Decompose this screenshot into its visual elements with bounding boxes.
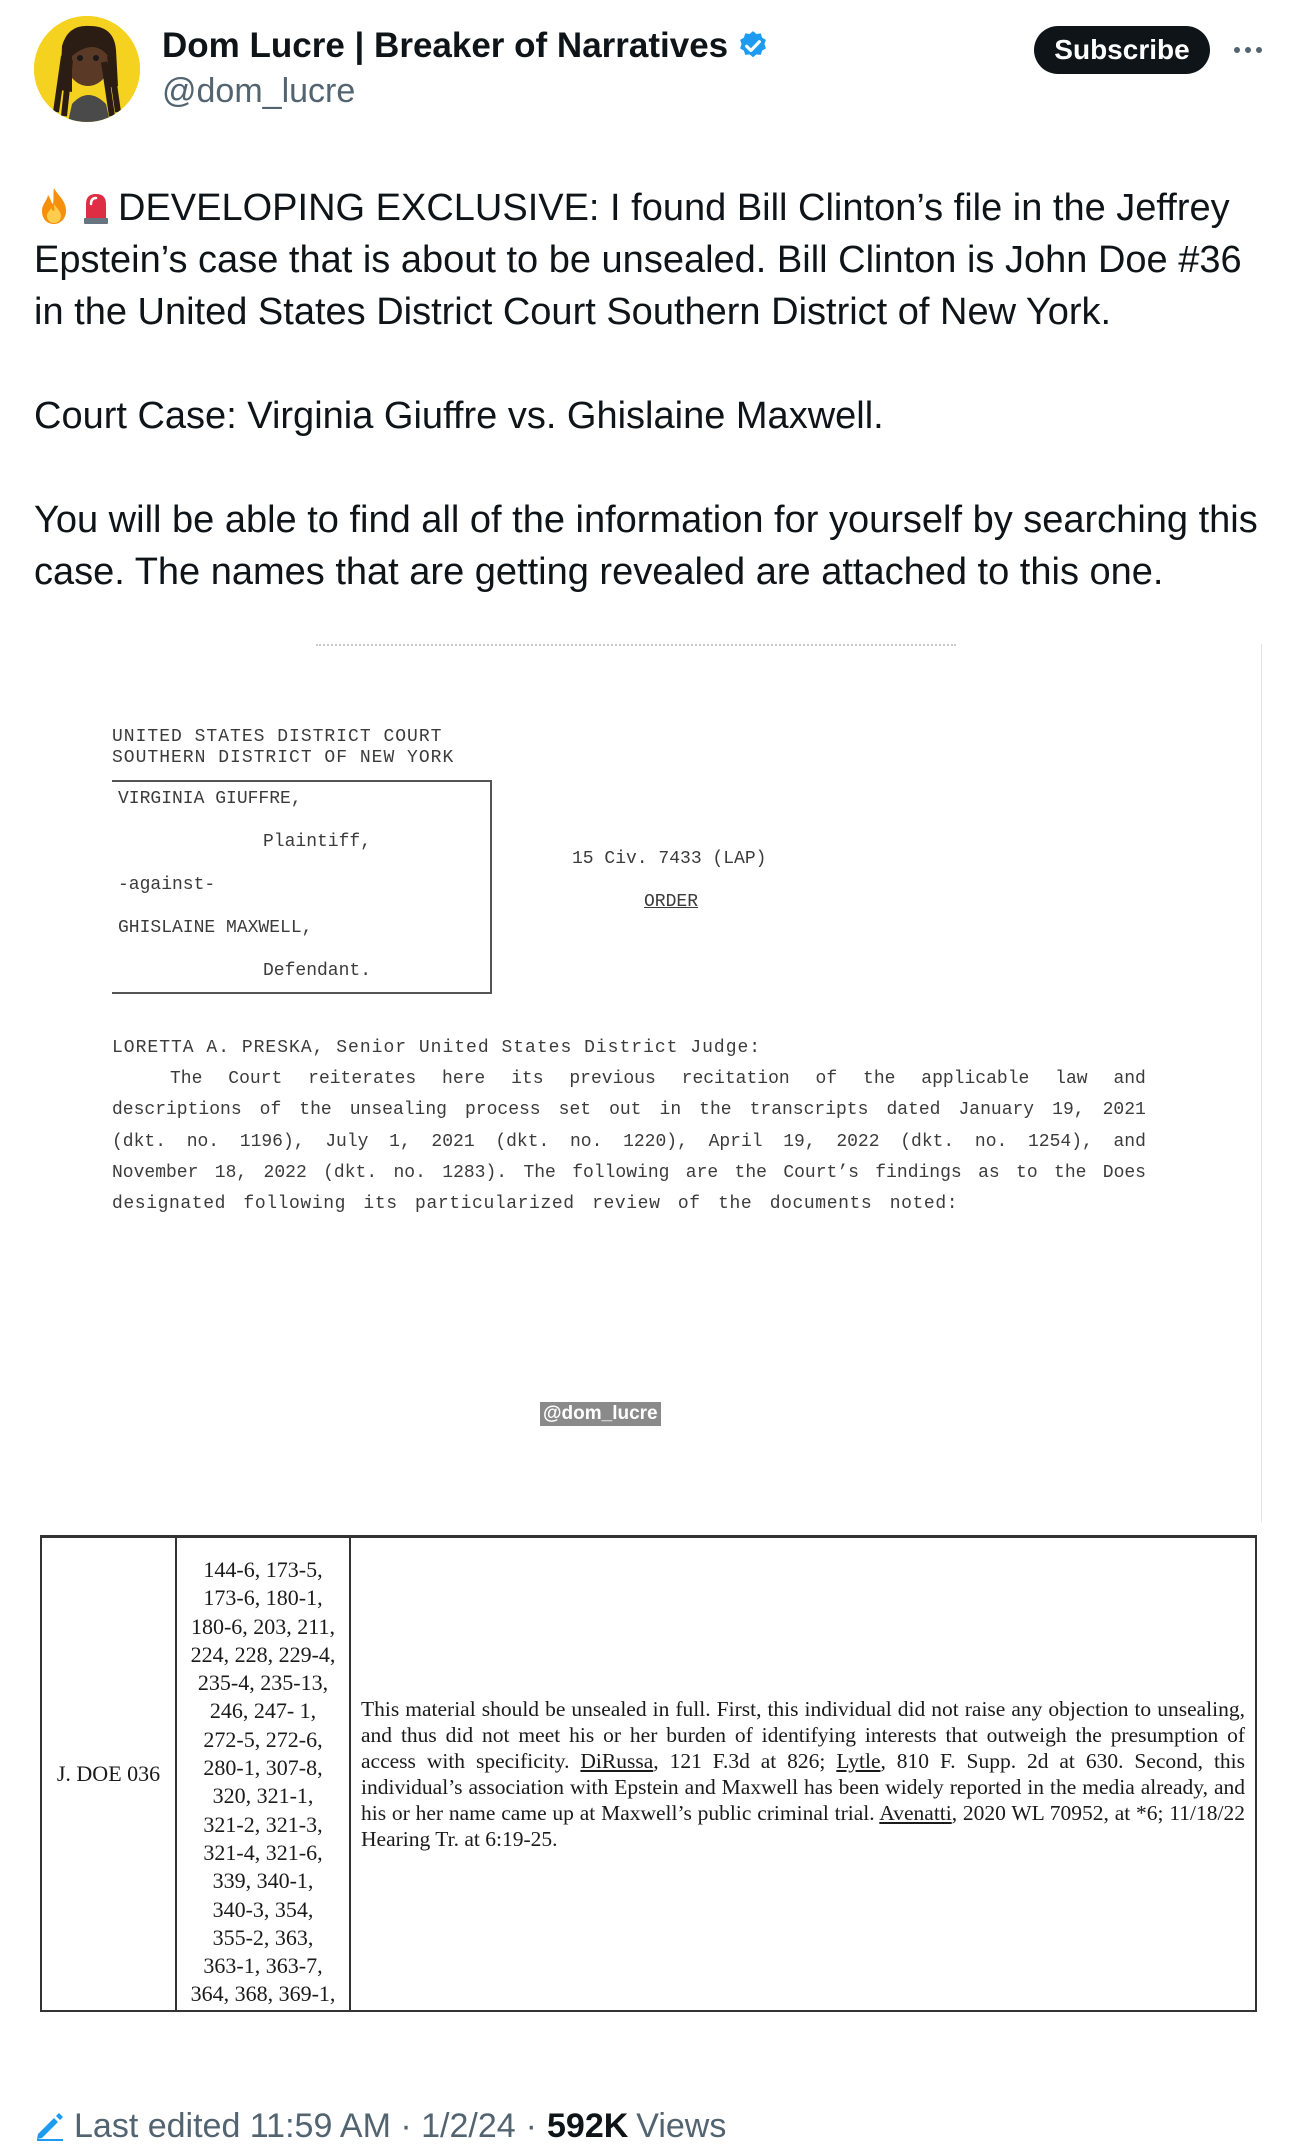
docket-line: 321-4, 321-6, [203,1839,323,1865]
doe-label-cell [42,1538,177,2010]
tweet-paragraph-1: DEVELOPING EXCLUSIVE: I found Bill Clinton’s file in the Jeffrey Epstein’s case that is about to be unsealed. Bill Clinton is John Doe #36 in the United States District Court Southern District of New York. [34,187,1242,333]
judge-line: LORETTA A. PRESKA, Senior United States District Judge: [112,1038,762,1058]
docket-line: 235-4, 235-13, [197,1670,329,1696]
docket-line: 320, 321-1, [212,1783,314,1809]
defendant-name: GHISLAINE MAXWELL, [118,918,313,938]
docket-line: 144-6, 173-5, [203,1557,323,1582]
court-order-image[interactable] [36,644,1262,1522]
docket-line: 224, 228, 229-4, [190,1641,336,1667]
tweet-footer [34,2104,726,2145]
docket-line: 339, 340-1, [212,1868,314,1894]
plaintiff-name: VIRGINIA GIUFFRE, [118,789,302,809]
defendant-label: Defendant. [263,961,372,981]
ruling-cell [351,1538,1255,2010]
plaintiff-label: Plaintiff, [263,832,372,852]
docket-line: 340-3, 354, [212,1896,314,1922]
author-name-row[interactable] [162,26,770,66]
order-body-line: (dkt. no. 1196), July 1, 2021 (dkt. no. 1220), April 19, 2022 (dkt. no. 1254), and [112,1132,1146,1152]
last-edited-link[interactable]: Last edited 11:59 AM · 1/2/24 [74,2106,516,2145]
author-name[interactable]: Dom Lucre | Breaker of Narratives [162,26,729,65]
profile-avatar [34,16,140,122]
court-name-line2: SOUTHERN DISTRICT OF NEW YORK [112,748,455,768]
order-title: ORDER [644,892,699,912]
against-label: -against- [118,875,216,895]
watermark: @dom_lucre [540,1402,661,1426]
court-name-line1: UNITED STATES DISTRICT COURT [112,727,443,747]
pencil-edit-icon[interactable] [34,2110,66,2142]
avatar[interactable] [34,16,140,122]
docket-line: 246, 247- 1, [209,1698,317,1724]
subscribe-button[interactable]: Subscribe [1034,26,1210,74]
views-label: Views [636,2106,727,2145]
docket-line: 272-5, 272-6, [203,1726,323,1752]
citation-lytle: Lytle [836,1749,881,1773]
order-body-line: descriptions of the unsealing process set out in the transcripts dated January 19, 2021 [112,1100,1146,1120]
verified-badge-icon [736,29,770,63]
citation-dirussa: DiRussa [580,1749,654,1773]
docket-line: 355-2, 363, [212,1924,314,1950]
tweet-paragraph-3: You will be able to find all of the information for yourself by searching this case. The names that are getting revealed are attached to this one. [34,499,1258,593]
order-body-line: The Court reiterates here its previous recitation of the applicable law and [170,1069,1146,1089]
order-body-line: November 18, 2022 (dkt. no. 1283). The following are the Court’s findings as to the Does [112,1163,1146,1183]
docket-line: 321-2, 321-3, [203,1811,323,1837]
case-number: 15 Civ. 7433 (LAP) [572,849,767,869]
citation-avenatti: Avenatti [879,1801,952,1825]
docket-line: 280-1, 307-8, [203,1755,323,1781]
tweet-paragraph-2: Court Case: Virginia Giuffre vs. Ghislaine Maxwell. [34,395,884,437]
docket-line: 173-6, 180-1, [203,1585,323,1611]
views-count: 592K [547,2106,629,2145]
case-caption-box [112,780,492,994]
order-body-line: designated following its particularized review of the documents noted: [112,1194,959,1214]
scan-artifact-line [316,644,956,646]
docket-numbers-cell [177,1538,351,2010]
doe-label: J. DOE 036 [56,1761,161,1786]
more-options-icon[interactable] [1228,36,1268,64]
docket-line: 363-1, 363-7, [203,1953,323,1979]
tweet-text [34,182,1264,598]
fire-emoji [34,186,74,226]
docket-line: 180-6, 203, 211, [190,1613,335,1639]
siren-emoji [76,186,116,226]
docket-line: 364, 368, 369-1, [190,1981,336,2007]
ruling-text: This material should be unsealed in full. First, this individual did not raise any objection to unsealing, and thus did not meet his or her burden of identifying interests that outweigh the presumption of access with specificity. DiRussa, 121 F.3d at 826; Lytle, 810 F. Supp. 2d at 630. Second, this individual’s association with Epstein and Maxwell has been widely reported in the media already, and his or her name came up at Maxwell’s public criminal trial. Avenatti, 2020 WL 70952, at *6; 11/18/22 Hearing Tr. at 6:19-25. [361,1697,1246,1851]
author-handle[interactable]: @dom_lucre [162,72,356,110]
doe-table-image[interactable] [40,1535,1257,2012]
footer-separator: · [525,2106,537,2145]
